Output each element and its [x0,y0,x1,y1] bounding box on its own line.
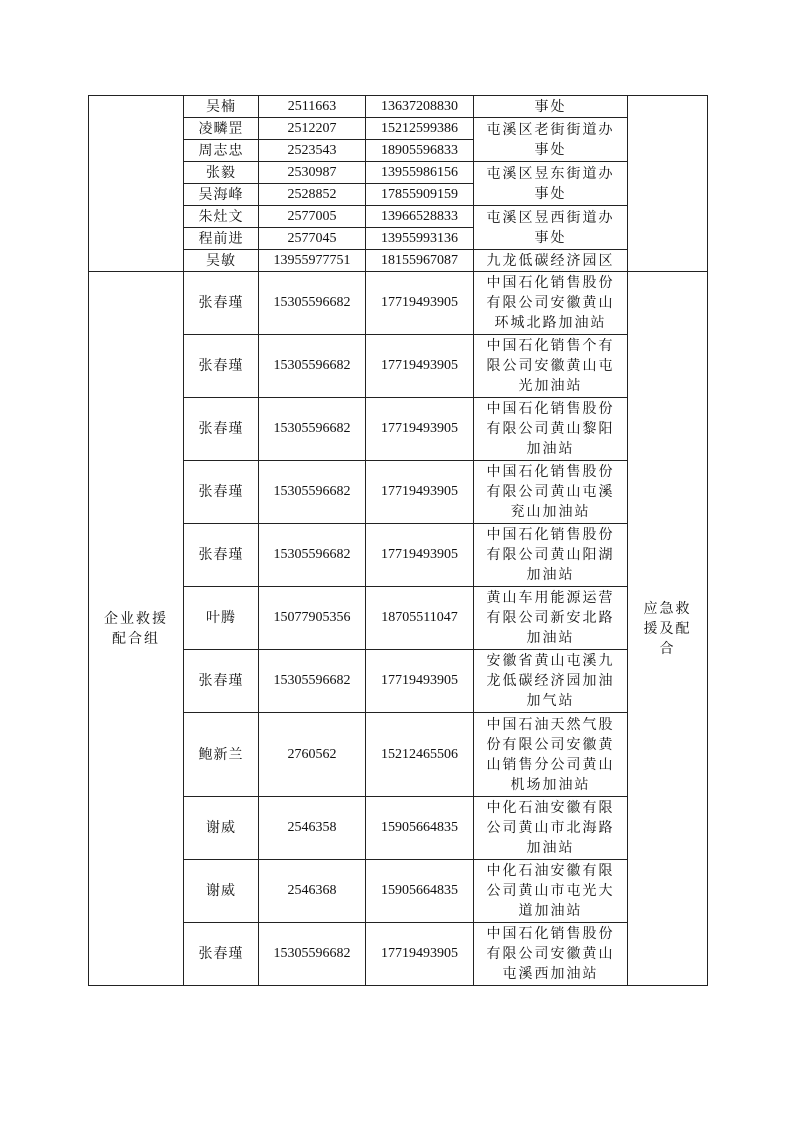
group-cell [89,272,184,986]
mobile-phone: 18705511047 [366,587,474,650]
contact-name: 张春瑾 [184,398,259,461]
unit-name [474,461,628,524]
unit-name [474,398,628,461]
unit-text: 黄山车用能源运营有限公司新安北路加油站 [486,590,615,646]
contact-name: 张春瑾 [184,461,259,524]
unit-name [474,797,628,860]
office-phone: 2546358 [259,797,366,860]
role-cell [628,272,708,986]
contact-name: 鲍新兰 [184,713,259,797]
office-phone: 15077905356 [259,587,366,650]
unit-name [474,587,628,650]
office-phone: 15305596682 [259,923,366,986]
mobile-phone: 17719493905 [366,923,474,986]
mobile-phone: 13966528833 [366,206,474,228]
unit-text: 中国石化销售股份有限公司安徽黄山环城北路加油站 [486,275,615,331]
contact-name: 叶腾 [184,587,259,650]
unit-name [474,860,628,923]
group-label: 企业救援配合组 [104,610,168,647]
contact-name: 张春瑾 [184,272,259,335]
office-phone: 15305596682 [259,398,366,461]
upper-role-cell [628,96,708,272]
office-phone: 2577005 [259,206,366,228]
office-phone: 2530987 [259,162,366,184]
contact-name: 张春瑾 [184,524,259,587]
unit-text: 屯溪区昱东街道办事处 [486,165,615,202]
office-phone: 15305596682 [259,335,366,398]
unit-name [474,650,628,713]
unit-text: 屯溪区昱西街道办事处 [486,209,615,246]
unit-text: 中国石化销售股份有限公司黄山屯溪兖山加油站 [486,464,615,520]
contact-name: 周志忠 [184,140,259,162]
role-label: 应急救援及配合 [643,600,692,657]
mobile-phone: 18155967087 [366,250,474,272]
office-phone: 2512207 [259,118,366,140]
mobile-phone: 17719493905 [366,398,474,461]
mobile-phone: 15905664835 [366,860,474,923]
unit-text: 中化石油安徽有限公司黄山市北海路加油站 [486,800,615,856]
contact-name: 张春瑾 [184,650,259,713]
office-phone: 2546368 [259,860,366,923]
office-phone: 13955977751 [259,250,366,272]
contact-name: 张毅 [184,162,259,184]
mobile-phone: 15212465506 [366,713,474,797]
mobile-phone: 13955993136 [366,228,474,250]
unit-name [474,118,628,162]
mobile-phone: 17719493905 [366,335,474,398]
mobile-phone: 17719493905 [366,650,474,713]
unit-name [474,335,628,398]
unit-name [474,524,628,587]
table-row [89,96,708,118]
unit-text: 屯溪区老街街道办事处 [486,121,615,158]
table-row [89,272,708,335]
office-phone: 2760562 [259,713,366,797]
contact-name: 凌疄罡 [184,118,259,140]
office-phone: 15305596682 [259,461,366,524]
unit-text: 中化石油安徽有限公司黄山市屯光大道加油站 [486,863,615,919]
contact-name: 吴海峰 [184,184,259,206]
mobile-phone: 17719493905 [366,461,474,524]
mobile-phone: 15905664835 [366,797,474,860]
mobile-phone: 13955986156 [366,162,474,184]
office-phone: 15305596682 [259,272,366,335]
office-phone: 2523543 [259,140,366,162]
unit-text: 中国石化销售股份有限公司黄山黎阳加油站 [486,401,615,457]
contact-name: 谢威 [184,797,259,860]
office-phone: 2511663 [259,96,366,118]
unit-text: 中国石化销售股份有限公司黄山阳湖加油站 [486,527,615,583]
unit-name [474,923,628,986]
contact-name: 谢威 [184,860,259,923]
mobile-phone: 18905596833 [366,140,474,162]
contact-name: 吴楠 [184,96,259,118]
mobile-phone: 17719493905 [366,272,474,335]
unit-text: 安徽省黄山屯溪九龙低碳经济园加油加气站 [486,653,615,709]
office-phone: 15305596682 [259,524,366,587]
unit-name [474,713,628,797]
mobile-phone: 15212599386 [366,118,474,140]
office-phone: 2577045 [259,228,366,250]
unit-name: 九龙低碳经济园区 [474,250,628,272]
mobile-phone: 17719493905 [366,524,474,587]
mobile-phone: 13637208830 [366,96,474,118]
unit-name [474,162,628,206]
upper-group-cell [89,96,184,272]
office-phone: 2528852 [259,184,366,206]
contact-table [88,95,708,986]
contact-name: 张春瑾 [184,923,259,986]
unit-name [474,272,628,335]
contact-name: 张春瑾 [184,335,259,398]
unit-name: 事处 [474,96,628,118]
unit-text: 中国石化销售个有限公司安徽黄山屯光加油站 [486,338,615,394]
mobile-phone: 17855909159 [366,184,474,206]
contact-name: 吴敏 [184,250,259,272]
contact-name: 程前进 [184,228,259,250]
unit-name [474,206,628,250]
office-phone: 15305596682 [259,650,366,713]
unit-text: 中国石化销售股份有限公司安徽黄山屯溪西加油站 [486,926,615,982]
contact-name: 朱灶文 [184,206,259,228]
unit-text: 中国石油天然气股份有限公司安徽黄山销售分公司黄山机场加油站 [486,716,615,793]
